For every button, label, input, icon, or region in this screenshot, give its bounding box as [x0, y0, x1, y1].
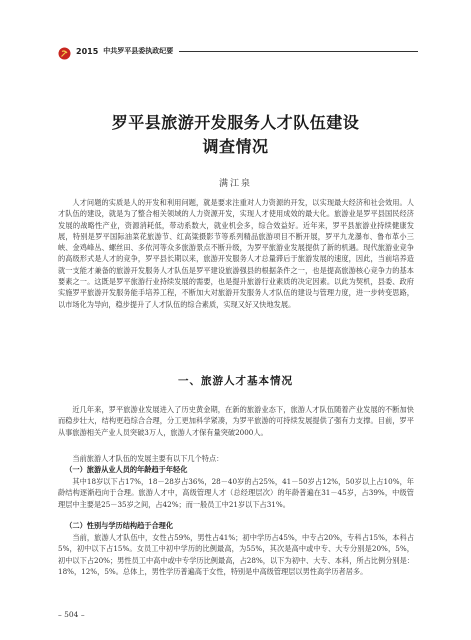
party-emblem-icon [58, 45, 71, 58]
header-rule [179, 51, 418, 52]
subheading-age: （一）旅游从业人员的年龄趋于年轻化 [65, 465, 188, 474]
paragraph-overview: 近几年来，罗平旅游业发展进入了历史黄金期，在新的旅游业态下，旅游人才队伍随着产业发展的不断加快而稳步壮大，结构更趋综合合理，分工更加科学紧凑，为罗平旅游的可持续发展提供了强有力支撑。目前，罗平从事旅游相关产业人员突破3万人，旅游人才保有量突破2000人。 [58, 405, 414, 437]
intro-paragraph: 人才问题的实质是人的开发和利用问题，就是要求注重对人力资源的开发，以实现最大经济和社会效用。人才队伍的建设，就是为了整合相关领域的人力资源开发，实现人才使用成效的最大化。旅游业是罗平县国民经济发展的战略性产业，资源消耗低，带动系数大，就业机会多，综合效益好。近年来，罗平县旅游业持续健康发展，特别是罗平国际油菜花旅游节、红高粱摄影节等系列精品旅游项目不断开展，罗平九龙瀑布、鲁布革小三峡、金鸡峰丛、螺丝田、多依河等众多旅游景点不断升级，为罗平旅游业发展提供了新的机遇。现代旅游业竞争的高级形式是人才的竞争，罗平县长期以来，旅游开发服务人才总量滞后于旅游发展的速度，因此，当前培养造就一支能才兼备的旅游开发服务人才队伍是罗平建设旅游强县的根据条件之一，也是提高旅游核心竞争力的基本要素之一。这既是罗平旅游行业持续发展的需要，也是提升旅游行业素质的决定因素。以此为契机，县委、政府实施罗平旅游开发服务能手培养工程，不断加大对旅游开发服务人才队伍的建设与管理力度，进一步转变思路，以市场化为导向，稳步提升了人才队伍的综合素质，实现又好又快地发展。 [58, 198, 414, 309]
subheading-gender-education: （二）性别与学历结构趋于合理化 [65, 521, 174, 530]
article-title-line1: 罗平县旅游开发服务人才队伍建设 [111, 113, 360, 132]
article-title-line2: 调查情况 [202, 137, 269, 156]
header-year: 2015 [76, 46, 99, 56]
paragraph-gender-education: 当前，旅游人才队伍中，女性占59%，男性占41%；初中学历占45%，中专占20%，专科占15%，本科占5%，初中以下占15%。女员工中初中学历的比例最高，为55%，其次是高中或中专、大专分别是20%，5%，初中以下占20%；男性员工中高中或中专学历比例最高，占28%，以下为初中、大专、本科，所占比例分别是：18%，12%，5%。总体上，男性学历普遍高于女性，特别是中高级管理层以男性高学历者居多。 [58, 533, 414, 576]
page-number: – 504 – [58, 610, 85, 619]
running-header [58, 44, 418, 58]
paragraph-features-intro: 当前旅游人才队伍的发展主要有以下几个特点： [72, 454, 224, 463]
article-author: 满江泉 [218, 179, 252, 189]
header-title: 中共罗平县委执政纪要 [103, 47, 174, 55]
paragraph-age: 其中18岁以下占17%，18－28岁占36%，28－40岁的占25%，41－50岁占12%，50岁以上占10%，年龄结构逐渐趋向于合理。旅游人才中，高级管理人才（总经理层次）的年龄普遍在31－45岁，占39%，中级管理层中主要是25－35岁之间，占42%；而一般员工中21岁以下占31%。 [58, 477, 414, 509]
section-heading: 一、旅游人才基本情况 [178, 375, 293, 387]
